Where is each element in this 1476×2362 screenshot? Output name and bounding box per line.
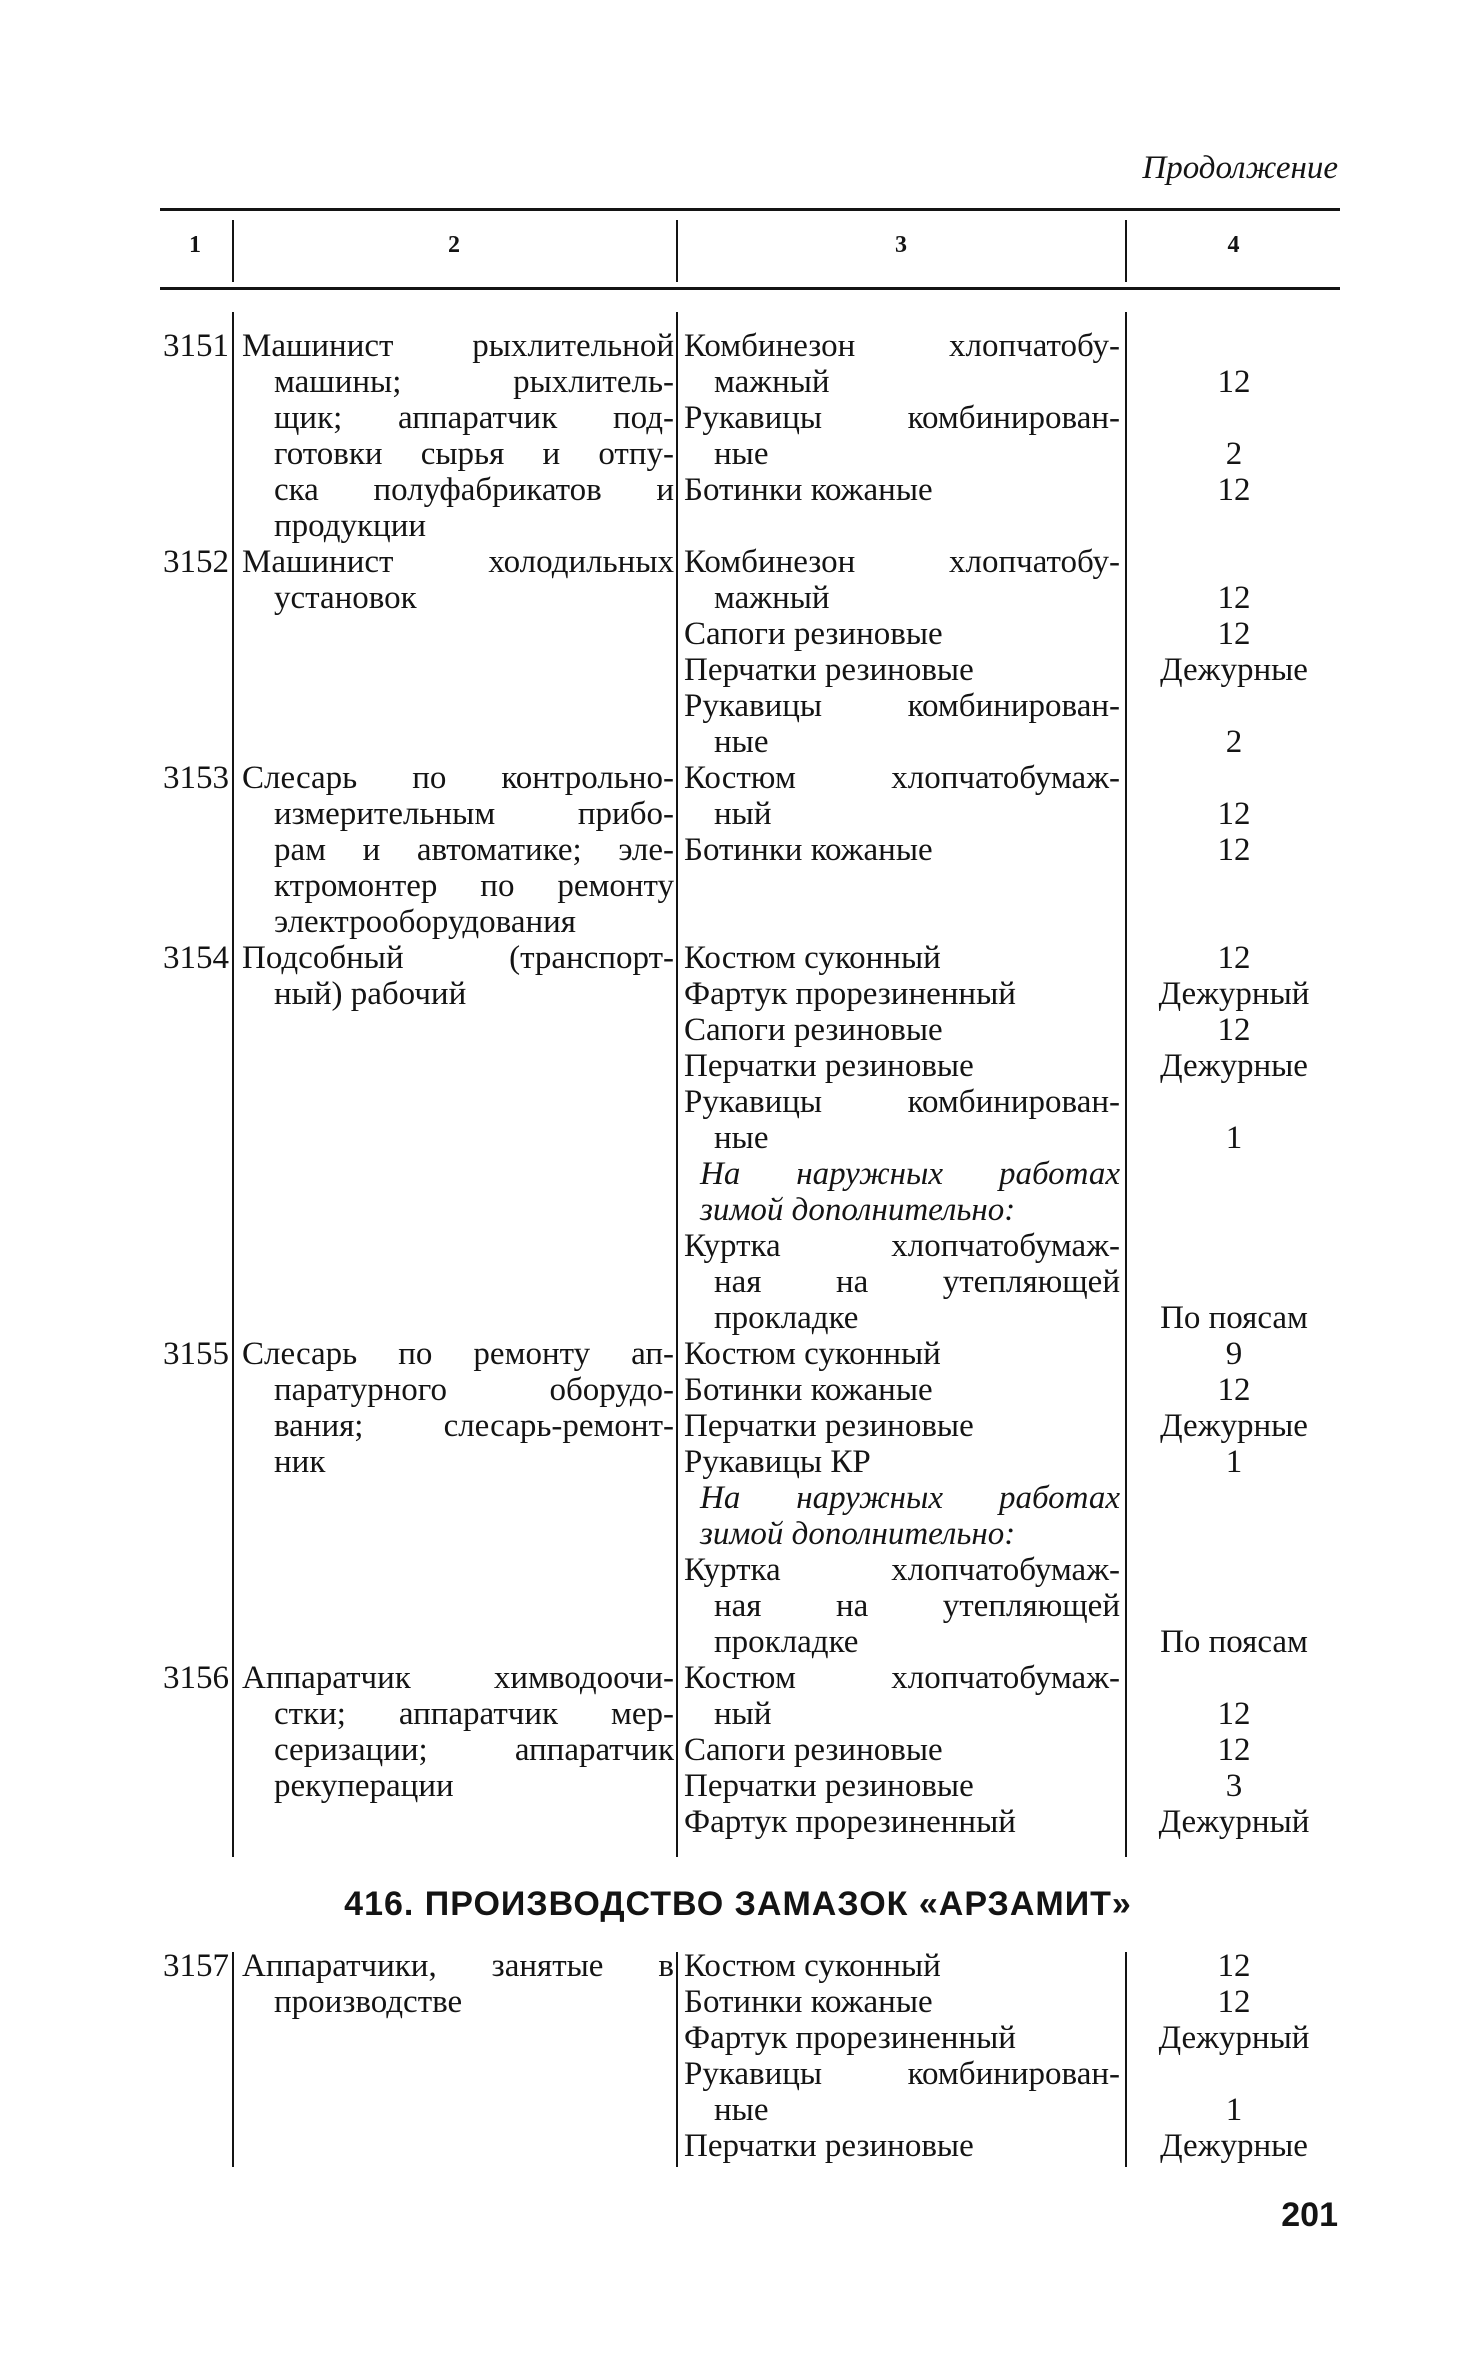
- item-line: Комбинезон хлопчатобу-: [684, 544, 1120, 580]
- note-line: На наружных работах: [700, 1480, 1120, 1516]
- profession-cell: [242, 940, 674, 1012]
- norm-value: [1128, 1156, 1340, 1192]
- profession-line: Слесарь по ремонту ап-: [242, 1336, 674, 1372]
- item-line: мажный: [714, 580, 830, 616]
- row-number: 3154: [163, 940, 229, 976]
- item-line: ные: [714, 436, 769, 472]
- item-line: Ботинки кожаные: [684, 472, 933, 508]
- norm-value: [1128, 1588, 1340, 1624]
- norm-value: Дежурные: [1160, 652, 1308, 688]
- norm-value: Дежурные: [1160, 1048, 1308, 1084]
- profession-line: продукции: [274, 508, 427, 544]
- norm-value: 12: [1217, 1948, 1251, 1984]
- items-cell: [684, 760, 1120, 868]
- norm-value: 12: [1217, 832, 1251, 868]
- item-line: мажный: [714, 364, 830, 400]
- norm-value: 1: [1225, 2092, 1243, 2128]
- item-line: Фартук прорезиненный: [684, 2020, 1016, 2056]
- item-line: прокладке: [714, 1624, 859, 1660]
- item-line: Перчатки резиновые: [684, 1048, 974, 1084]
- section-divider-1: [232, 1952, 234, 2167]
- norm-value: 12: [1217, 940, 1251, 976]
- item-line: ные: [714, 1120, 769, 1156]
- items-cell: [684, 940, 1120, 1336]
- section-title: 416. ПРОИЗВОДСТВО ЗАМАЗОК «АРЗАМИТ»: [344, 1885, 1132, 1923]
- table-header-bottom-rule: [160, 287, 1340, 290]
- column-header-2: 2: [448, 232, 460, 258]
- norm-value: 2: [1225, 436, 1243, 472]
- page-number: 201: [1281, 2196, 1338, 2234]
- profession-line: установок: [274, 580, 417, 616]
- item-line: ные: [714, 724, 769, 760]
- item-line: Перчатки резиновые: [684, 1408, 974, 1444]
- norms-cell: [1128, 1336, 1340, 1660]
- norm-value: [1128, 1480, 1340, 1516]
- norm-value: [1128, 1552, 1340, 1588]
- item-line: ная на утепляющей: [714, 1588, 1120, 1624]
- note-line: зимой дополнительно:: [700, 1516, 1016, 1552]
- item-line: ный: [714, 1696, 772, 1732]
- profession-line: машины; рыхлитель-: [274, 364, 674, 400]
- profession-line: Машинист рыхлительной: [242, 328, 674, 364]
- norm-value: 1: [1225, 1120, 1243, 1156]
- item-line: Ботинки кожаные: [684, 1984, 933, 2020]
- item-line: Сапоги резиновые: [684, 616, 943, 652]
- profession-line: вания; слесарь-ремонт-: [274, 1408, 674, 1444]
- note-line: зимой дополнительно:: [700, 1192, 1016, 1228]
- item-line: Сапоги резиновые: [684, 1732, 943, 1768]
- item-line: Перчатки резиновые: [684, 1768, 974, 1804]
- profession-cell: [242, 544, 674, 616]
- norm-value: 12: [1217, 1372, 1251, 1408]
- body-divider-2: [676, 312, 678, 1857]
- item-line: Куртка хлопчатобумаж-: [684, 1552, 1120, 1588]
- profession-line: готовки сырья и отпу-: [274, 436, 674, 472]
- norm-value: [1128, 2056, 1340, 2092]
- profession-line: Машинист холодильных: [242, 544, 674, 580]
- norm-value: Дежурный: [1158, 976, 1310, 1012]
- norm-value: [1128, 1660, 1340, 1696]
- norm-value: [1128, 1192, 1340, 1228]
- norm-value: 3: [1225, 1768, 1243, 1804]
- item-line: Рукавицы КР: [684, 1444, 871, 1480]
- profession-line: Аппаратчик химводоочи-: [242, 1660, 674, 1696]
- profession-line: производстве: [274, 1984, 463, 2020]
- items-cell: [684, 328, 1120, 508]
- norms-cell: [1128, 328, 1340, 508]
- norm-value: 2: [1225, 724, 1243, 760]
- norm-value: Дежурные: [1160, 2128, 1308, 2164]
- profession-line: измерительным прибо-: [274, 796, 674, 832]
- norm-value: 12: [1217, 1984, 1251, 2020]
- item-line: прокладке: [714, 1300, 859, 1336]
- body-divider-3: [1125, 312, 1127, 1857]
- norm-value: 12: [1217, 580, 1251, 616]
- norm-value: [1128, 1264, 1340, 1300]
- row-number: 3157: [163, 1948, 229, 1984]
- norm-value: 9: [1225, 1336, 1243, 1372]
- items-cell: [684, 1336, 1120, 1660]
- profession-line: электрооборудования: [274, 904, 576, 940]
- row-number: 3151: [163, 328, 229, 364]
- item-line: Перчатки резиновые: [684, 2128, 974, 2164]
- section-divider-3: [1125, 1952, 1127, 2167]
- profession-line: ктромонтер по ремонту: [274, 868, 674, 904]
- norms-cell: [1128, 940, 1340, 1336]
- norm-value: 12: [1217, 364, 1251, 400]
- norms-cell: [1128, 760, 1340, 868]
- row-number: 3152: [163, 544, 229, 580]
- profession-line: Аппаратчики, занятые в: [242, 1948, 674, 1984]
- norms-cell: [1128, 1948, 1340, 2164]
- items-cell: [684, 1660, 1120, 1840]
- norm-value: [1128, 544, 1340, 580]
- item-line: ная на утепляющей: [714, 1264, 1120, 1300]
- norm-value: По поясам: [1160, 1624, 1308, 1660]
- norm-value: По поясам: [1160, 1300, 1308, 1336]
- item-line: Сапоги резиновые: [684, 1012, 943, 1048]
- profession-cell: [242, 1660, 674, 1804]
- norm-value: 1: [1225, 1444, 1243, 1480]
- item-line: Ботинки кожаные: [684, 832, 933, 868]
- profession-cell: [242, 1948, 674, 2020]
- profession-cell: [242, 760, 674, 940]
- items-cell: [684, 1948, 1120, 2164]
- item-line: Костюм хлопчатобумаж-: [684, 760, 1120, 796]
- norm-value: [1128, 328, 1340, 364]
- column-header-3: 3: [895, 232, 907, 258]
- profession-cell: [242, 1336, 674, 1480]
- norm-value: [1128, 688, 1340, 724]
- item-line: Куртка хлопчатобумаж-: [684, 1228, 1120, 1264]
- body-divider-1: [232, 312, 234, 1857]
- profession-line: рам и автоматике; эле-: [274, 832, 674, 868]
- profession-cell: [242, 328, 674, 544]
- profession-line: ник: [274, 1444, 326, 1480]
- item-line: Рукавицы комбинирован-: [684, 1084, 1120, 1120]
- row-number: 3155: [163, 1336, 229, 1372]
- item-line: Фартук прорезиненный: [684, 976, 1016, 1012]
- item-line: Фартук прорезиненный: [684, 1804, 1016, 1840]
- continuation-label: Продолжение: [1142, 150, 1338, 186]
- item-line: Рукавицы комбинирован-: [684, 2056, 1120, 2092]
- row-number: 3156: [163, 1660, 229, 1696]
- norm-value: [1128, 400, 1340, 436]
- norm-value: Дежурный: [1158, 2020, 1310, 2056]
- norm-value: [1128, 1516, 1340, 1552]
- column-header-1: 1: [189, 232, 201, 258]
- item-line: ный: [714, 796, 772, 832]
- items-cell: [684, 544, 1120, 760]
- table-top-rule: [160, 208, 1340, 211]
- norm-value: Дежурный: [1158, 1804, 1310, 1840]
- profession-line: стки; аппаратчик мер-: [274, 1696, 674, 1732]
- norms-cell: [1128, 544, 1340, 760]
- profession-line: паратурного оборудо-: [274, 1372, 674, 1408]
- column-header-4: 4: [1227, 232, 1240, 258]
- profession-line: рекуперации: [274, 1768, 454, 1804]
- profession-line: серизации; аппаратчик: [274, 1732, 674, 1768]
- profession-line: щик; аппаратчик под-: [274, 400, 674, 436]
- row-number: 3153: [163, 760, 229, 796]
- item-line: Перчатки резиновые: [684, 652, 974, 688]
- norm-value: 12: [1217, 1012, 1251, 1048]
- item-line: ные: [714, 2092, 769, 2128]
- norm-value: 12: [1217, 616, 1251, 652]
- norm-value: [1128, 1228, 1340, 1264]
- norm-value: 12: [1217, 472, 1251, 508]
- item-line: Рукавицы комбинирован-: [684, 688, 1120, 724]
- norm-value: 12: [1217, 796, 1251, 832]
- profession-line: ный) рабочий: [274, 976, 467, 1012]
- norm-value: 12: [1217, 1696, 1251, 1732]
- norm-value: 12: [1217, 1732, 1251, 1768]
- norm-value: [1128, 760, 1340, 796]
- item-line: Костюм суконный: [684, 940, 941, 976]
- item-line: Комбинезон хлопчатобу-: [684, 328, 1120, 364]
- item-line: Костюм хлопчатобумаж-: [684, 1660, 1120, 1696]
- profession-line: Слесарь по контрольно-: [242, 760, 674, 796]
- norms-cell: [1128, 1660, 1340, 1840]
- note-line: На наружных работах: [700, 1156, 1120, 1192]
- section-divider-2: [676, 1952, 678, 2167]
- profession-line: ска полуфабрикатов и: [274, 472, 674, 508]
- norm-value: [1128, 1084, 1340, 1120]
- item-line: Рукавицы комбинирован-: [684, 400, 1120, 436]
- item-line: Ботинки кожаные: [684, 1372, 933, 1408]
- profession-line: Подсобный (транспорт-: [242, 940, 674, 976]
- norm-value: Дежурные: [1160, 1408, 1308, 1444]
- item-line: Костюм суконный: [684, 1948, 941, 1984]
- item-line: Костюм суконный: [684, 1336, 941, 1372]
